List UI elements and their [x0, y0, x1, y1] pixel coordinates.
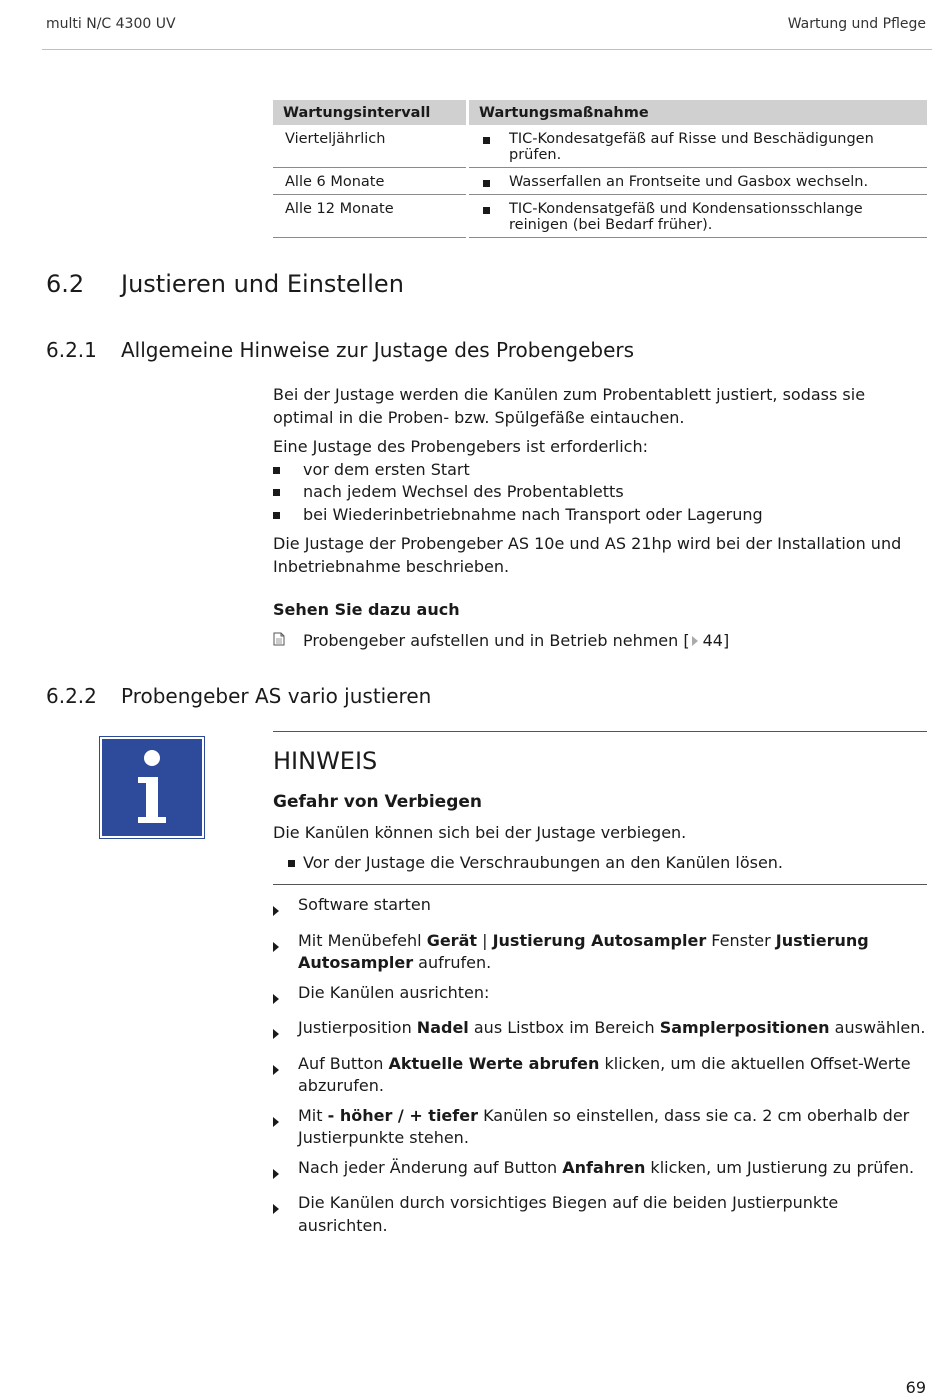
notice-title: HINWEIS — [273, 747, 378, 775]
list-item: vor dem ersten Start — [273, 459, 928, 482]
bullet-square-icon — [273, 481, 303, 504]
bullet-square-icon — [273, 504, 303, 527]
step-arrow-icon — [273, 1157, 298, 1186]
subsection-title: Allgemeine Hinweise zur Justage des Probengebers — [121, 338, 635, 362]
maintenance-table — [273, 100, 927, 238]
bullet-square-icon — [479, 131, 509, 163]
list-item: bei Wiederinbetriebnahme nach Transport oder Lagerung — [273, 504, 928, 527]
step-item: Die Kanülen durch vorsichtiges Biegen auf die beiden Justierpunkte ausrichten. — [273, 1192, 928, 1237]
step-arrow-icon — [273, 982, 298, 1011]
measure-cell: TIC-Kondensatgefäß und Kondensationsschlange reinigen (bei Bedarf früher). — [469, 195, 927, 238]
subsection-body — [273, 384, 928, 652]
paragraph: Die Justage der Probengeber AS 10e und AS 21hp wird bei der Installation und Inbetriebnahme beschrieben. — [273, 534, 902, 576]
step-item: Nach jeder Änderung auf Button Anfahren klicken, um Justierung zu prüfen. — [273, 1157, 928, 1186]
step-item: Die Kanülen ausrichten: — [273, 982, 928, 1011]
notice-top-rule — [273, 731, 927, 732]
header-divider — [42, 49, 932, 50]
subsection-title: Probengeber AS vario justieren — [121, 684, 432, 708]
bullet-square-icon — [288, 852, 303, 875]
step-item: Mit Menübefehl Gerät | Justierung Autosampler Fenster Justierung Autosampler aufrufen. — [273, 930, 928, 975]
subsection-number: 6.2.1 — [46, 338, 97, 362]
running-header-title: multi N/C 4300 UV — [46, 16, 176, 32]
column-header-interval: Wartungsintervall — [273, 100, 466, 125]
interval-cell: Vierteljährlich — [273, 125, 466, 168]
table-header-row — [273, 100, 927, 125]
step-arrow-icon — [273, 1192, 298, 1237]
step-arrow-icon — [273, 930, 298, 975]
table-row — [273, 125, 927, 168]
bullet-square-icon — [479, 201, 509, 233]
subsection-number: 6.2.2 — [46, 684, 97, 708]
see-also-heading: Sehen Sie dazu auch — [273, 600, 460, 619]
section-number: 6.2 — [46, 270, 85, 298]
notice-text: Die Kanülen können sich bei der Justage verbiegen. — [273, 823, 687, 842]
arrow-right-icon — [692, 636, 698, 646]
step-item: Mit - höher / + tiefer Kanülen so einstellen, dass sie ca. 2 cm oberhalb der Justierpunkte stehen. — [273, 1105, 928, 1150]
page-number: 69 — [905, 1378, 926, 1397]
step-item: Auf Button Aktuelle Werte abrufen klicken, um die aktuellen Offset-Werte abzurufen. — [273, 1053, 928, 1098]
cross-reference-link[interactable]: Probengeber aufstellen und in Betrieb nehmen [ 44] — [273, 630, 928, 653]
measure-cell: TIC-Kondesatgefäß auf Risse und Beschädigungen prüfen. — [469, 125, 927, 168]
step-arrow-icon — [273, 894, 298, 923]
info-icon — [100, 737, 204, 838]
requirement-list — [273, 459, 928, 527]
step-arrow-icon — [273, 1017, 298, 1046]
table-row — [273, 195, 927, 238]
notice-bullet: Vor der Justage die Verschraubungen an den Kanülen lösen. — [288, 852, 918, 875]
step-arrow-icon — [273, 1053, 298, 1098]
step-arrow-icon — [273, 1105, 298, 1150]
interval-cell: Alle 12 Monate — [273, 195, 466, 238]
interval-cell: Alle 6 Monate — [273, 168, 466, 195]
section-title: Justieren und Einstellen — [121, 270, 404, 298]
step-item: Software starten — [273, 894, 928, 923]
step-item: Justierposition Nadel aus Listbox im Bereich Samplerpositionen auswählen. — [273, 1017, 928, 1046]
notice-bottom-rule — [273, 884, 927, 885]
bullet-square-icon — [479, 174, 509, 190]
running-header-chapter: Wartung und Pflege — [787, 16, 926, 32]
measure-cell: Wasserfallen an Frontseite und Gasbox wechseln. — [469, 168, 927, 195]
table-row — [273, 168, 927, 195]
notice-subtitle: Gefahr von Verbiegen — [273, 792, 483, 812]
list-item: nach jedem Wechsel des Probentabletts — [273, 481, 928, 504]
paragraph: Bei der Justage werden die Kanülen zum Probentablett justiert, sodass sie optimal in die Proben- bzw. Spülgefäße eintauchen. — [273, 385, 866, 427]
bullet-square-icon — [273, 459, 303, 482]
document-icon — [273, 630, 303, 653]
paragraph: Eine Justage des Probengebers ist erforderlich: — [273, 437, 649, 456]
column-header-measure: Wartungsmaßnahme — [469, 100, 927, 125]
procedure-steps — [273, 894, 928, 1244]
